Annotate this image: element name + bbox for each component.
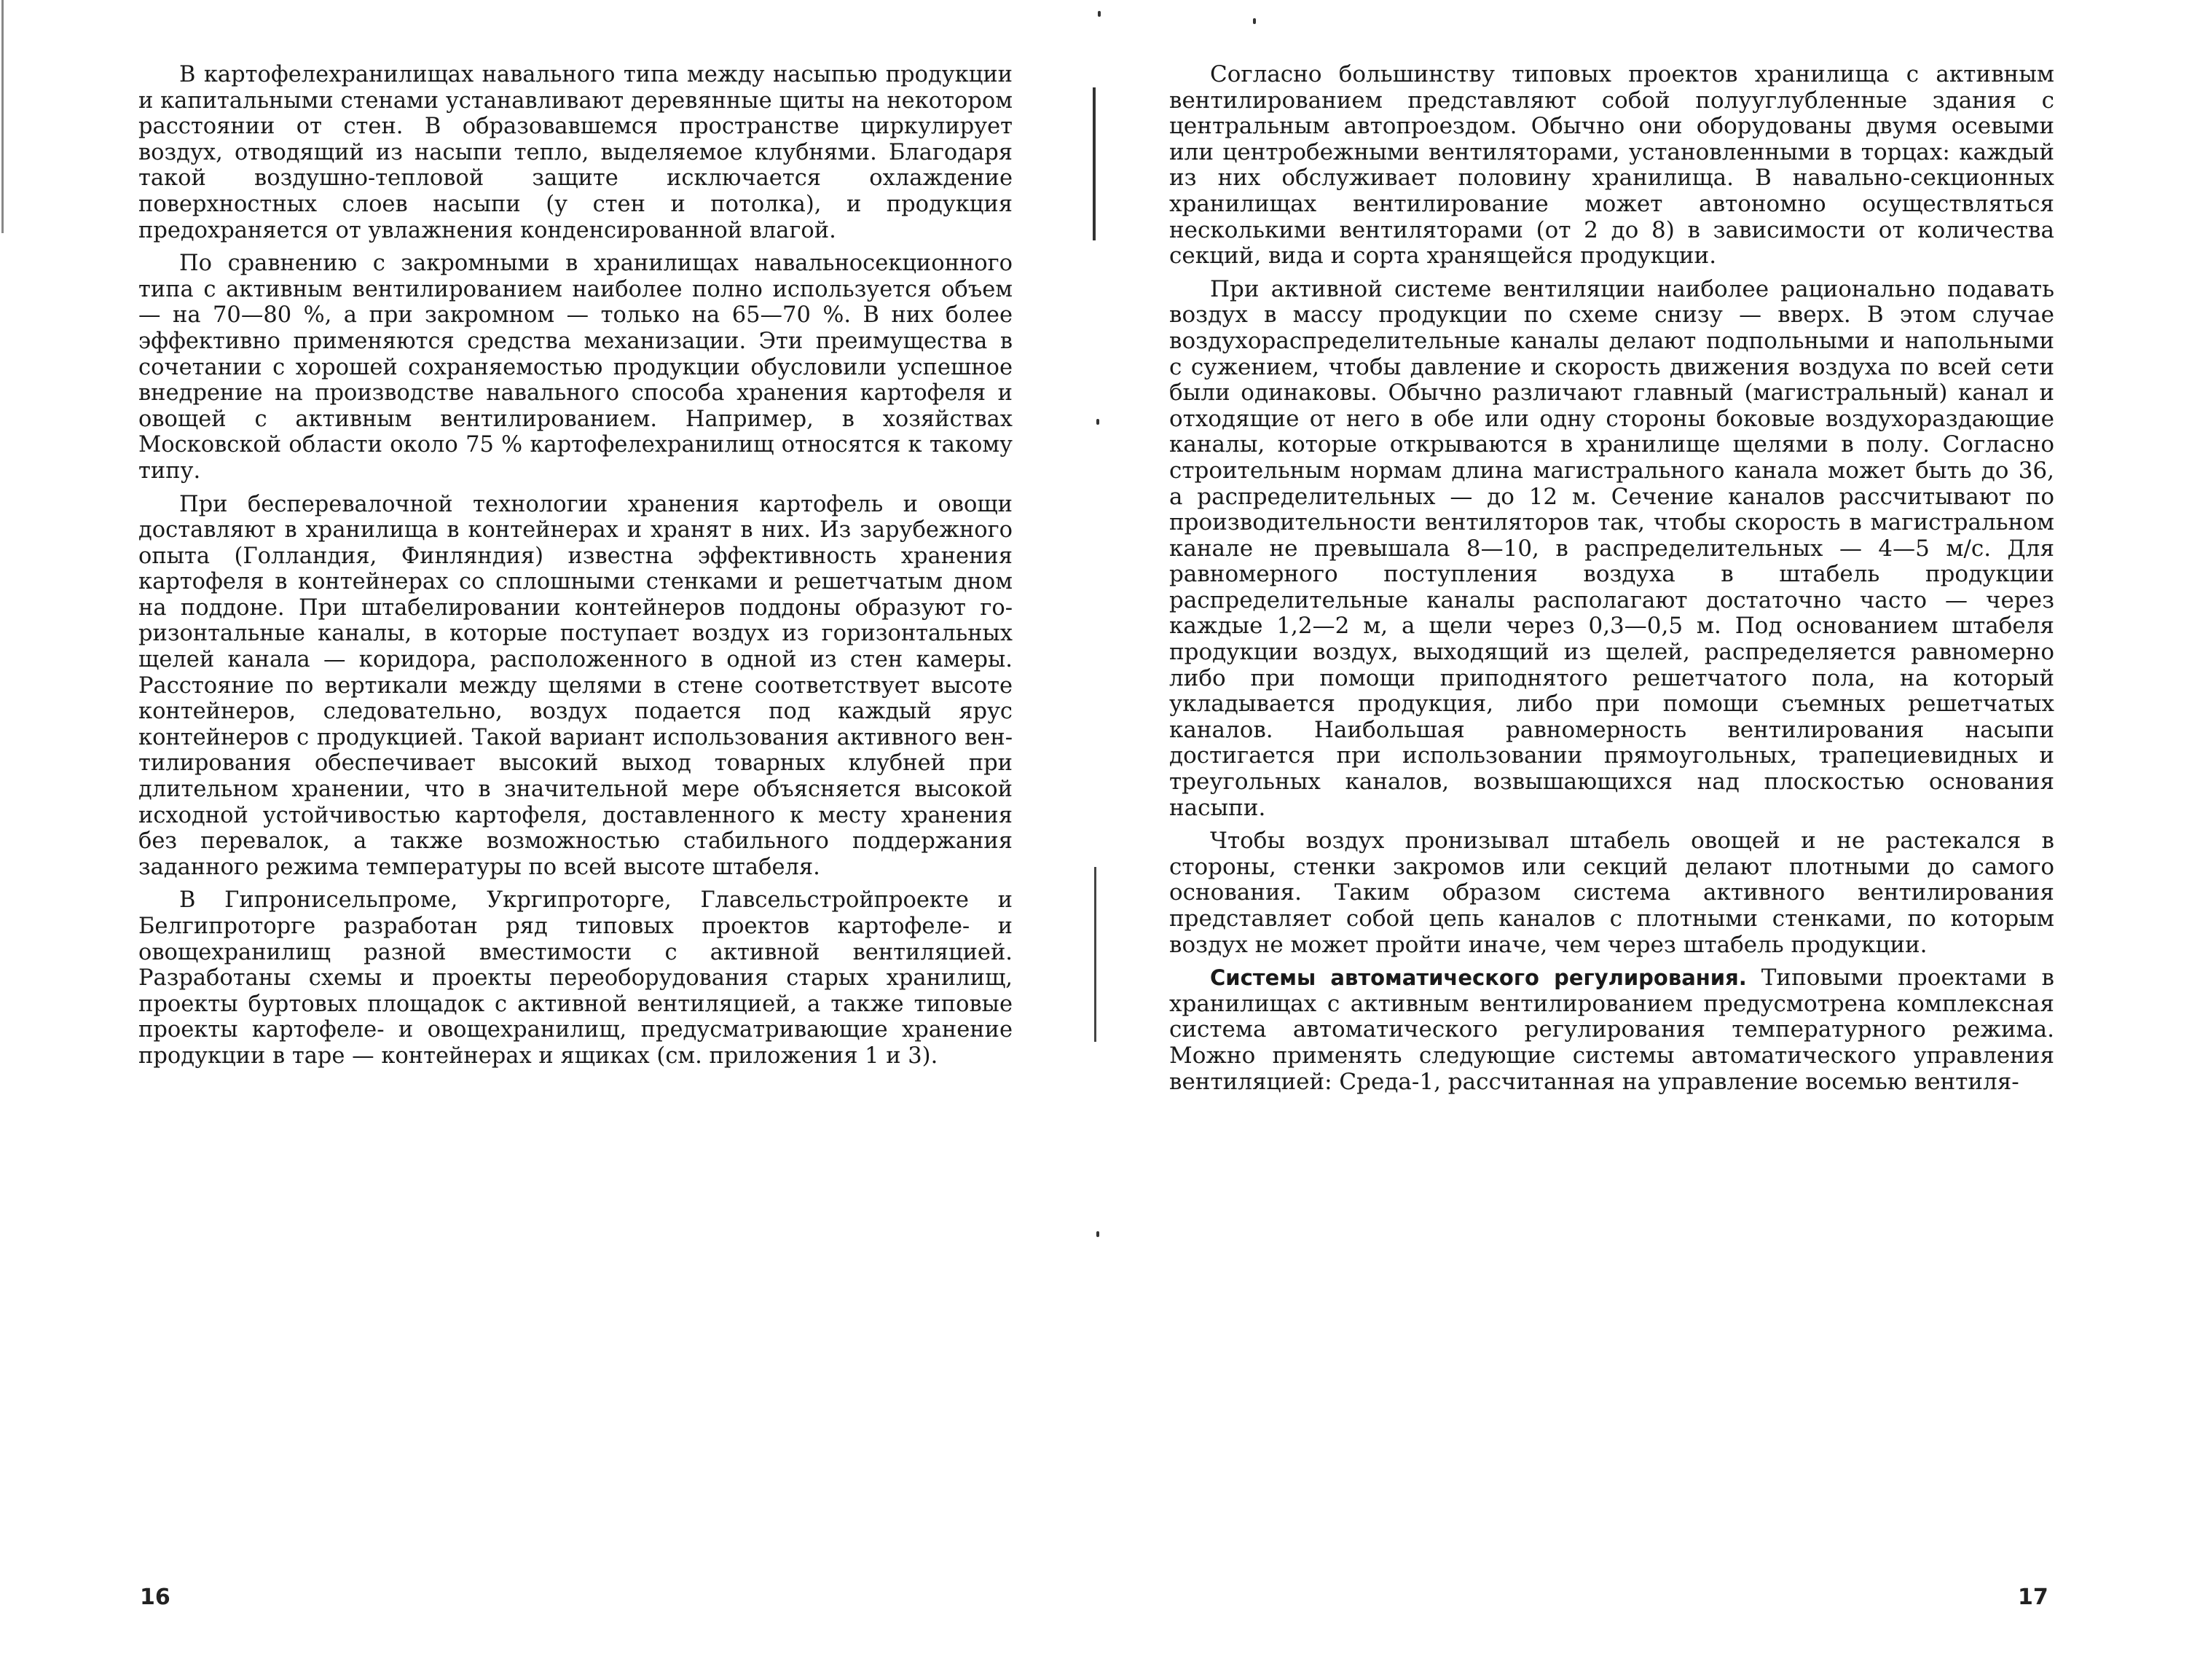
paragraph: Чтобы воздух пронизывал штабель овощей и не растекался в стороны, стенки закромов или секций делают плотными до самого основания. Таким образом система активного вентилирования представляет собой цепь каналов с плотными стенками, по которым воздух не может пройти иначе, чем через штабель продукции. <box>1169 828 2054 958</box>
scan-speck <box>1098 11 1101 17</box>
left-page <box>138 62 1013 1077</box>
gutter-line-bottom <box>1094 867 1096 1042</box>
paragraph: По сравнению с закромными в хранилищах навальносекционного типа с активным вентилированием наиболее полно используется объем — на 70—80 %, а при закромном — только на 65—70 %. В них более эффективно применяются средства механизации. Эти преимущества в сочетании с хорошей сохраняемостью продукции обусловили успешное внедрение на производстве навального способа хранения картофеля и овощей с активным вентилированием. Например, в хозяйствах Московской области около 75 % картофелехранилищ относятся к такому типу. <box>138 251 1013 484</box>
page-number-right: 17 <box>2018 1585 2048 1610</box>
paragraph: В картофелехранилищах навального типа между насыпью продукции и капитальными стенами устанавливают деревянные щиты на некотором расстоянии от стен. В образовавшемся пространстве циркулирует воздух, отводящий из насыпи тепло, выделяемое клубнями. Благодаря такой воздушно-тепловой защите исключается охлаждение поверхностных слоев насыпи (у стен и потолка), и продукция предохраняется от увлажнения конденсированной влагой. <box>138 62 1013 243</box>
section-heading: Системы автоматического регулирования. <box>1210 965 1747 991</box>
paragraph: Согласно большинству типовых проектов хранилища с активным вентилированием представляют собой полууглубленные здания с центральным автопроездом. Обычно они оборудованы двумя осевыми или центробежными вентиляторами, установленными в торцах: каждый из них обслуживает половину хранилища. В навально-секционных хранилищах вентилирование может автономно осуществляться несколькими вентиляторами (от 2 до 8) в зависимости от количества секций, вида и сорта хранящейся продукции. <box>1169 61 2054 270</box>
scan-edge-left <box>1 0 4 233</box>
scan-speck <box>1253 18 1256 24</box>
gutter-line-top <box>1093 87 1096 240</box>
paragraph-with-heading <box>1169 965 2054 1095</box>
paragraph-text: Типовыми проектами в хранилищах с активным вентилированием предусмотрена комплексная система автоматического регулирования температурного режима. Можно применять следующие системы автоматического управления вентиляцией: Среда-1, рассчитанная на управление восемью вентиля- <box>1169 965 2054 1095</box>
paragraph: При активной системе вентиляции наиболее рационально подавать воздух в массу продукции по схеме снизу — вверх. В этом случае воздухораспределительные каналы делают подпольными и напольными с сужением, чтобы давление и скорость движения воздуха по всей сети были одинаковы. Обычно различают главный (магистральный) канал и отходящие от него в обе или одну стороны боковые воздухораздающие каналы, которые открываются в хранилище щелями в полу. Согласно строительным нормам длина магистрального канала может быть до 36, а распределительных — до 12 м. Сечение каналов рассчитывают по производительности вентиляторов так, чтобы скорость в магистральном канале не превышала 8—10, в распределительных — 4—5 м/с. Для равномерного поступления воздуха в штабель продукции распределительные каналы располагают достаточно часто — через каждые 1,2—2 м, а щели через 0,3—0,5 м. Под основанием штабеля продукции воздух, выходящий из щелей, распределяется равномерно либо при помощи приподнятого решетчатого пола, на который укладывается продукция, либо при помощи съемных решетчатых каналов. Наибольшая равномерность вентилирования насыпи достигается при использовании прямоугольных, трапециевидных и треугольных каналов, возвышающихся над плоскостью основания насыпи. <box>1169 275 2054 821</box>
paragraph: В Гипронисельпроме, Укргипроторге, Главсельстройпроекте и Белгипроторге разработан ряд типовых проектов картофеле- и овощехранилищ разной вместимости с активной вентиляцией. Разработаны схемы и проекты переоборудования старых хранилищ, проекты буртовых площадок с активной вентиляцией, а также типовые проекты картофеле- и овощехранилищ, предусматривающие хранение продукции в таре — контейнерах и ящиках (см. приложения 1 и 3). <box>138 887 1013 1069</box>
right-page <box>1169 62 2054 1102</box>
page-number-left: 16 <box>140 1585 170 1610</box>
scan-speck <box>1096 419 1099 425</box>
scan-speck <box>1096 1231 1099 1237</box>
paragraph: При бесперевалочной технологии хранения картофель и овощи доставляют в хранилища в контейнерах и хранят в них. Из зарубежного опыта (Голландия, Финляндия) известна эффективность хранения картофеля в контейнерах со сплошными стенками и решетчатым дном на поддоне. При штабелировании контейнеров поддоны образуют горизонтальные каналы, в которые поступает воздух из горизонтальных щелей канала — коридора, расположенного в одной из стен камеры. Расстояние по вертикали между щелями в стене соответствует высоте контейнеров, следовательно, воздух подается под каждый ярус контейнеров с продукцией. Такой вариант использования активного вентилирования обеспечивает высокий выход товарных клубней при длительном хранении, что в значительной мере объясняется высокой исходной устойчивостью картофеля, доставленного к месту хранения без перевалок, а также возможностью стабильного поддержания заданного режима температуры по всей высоте штабеля. <box>138 491 1013 880</box>
